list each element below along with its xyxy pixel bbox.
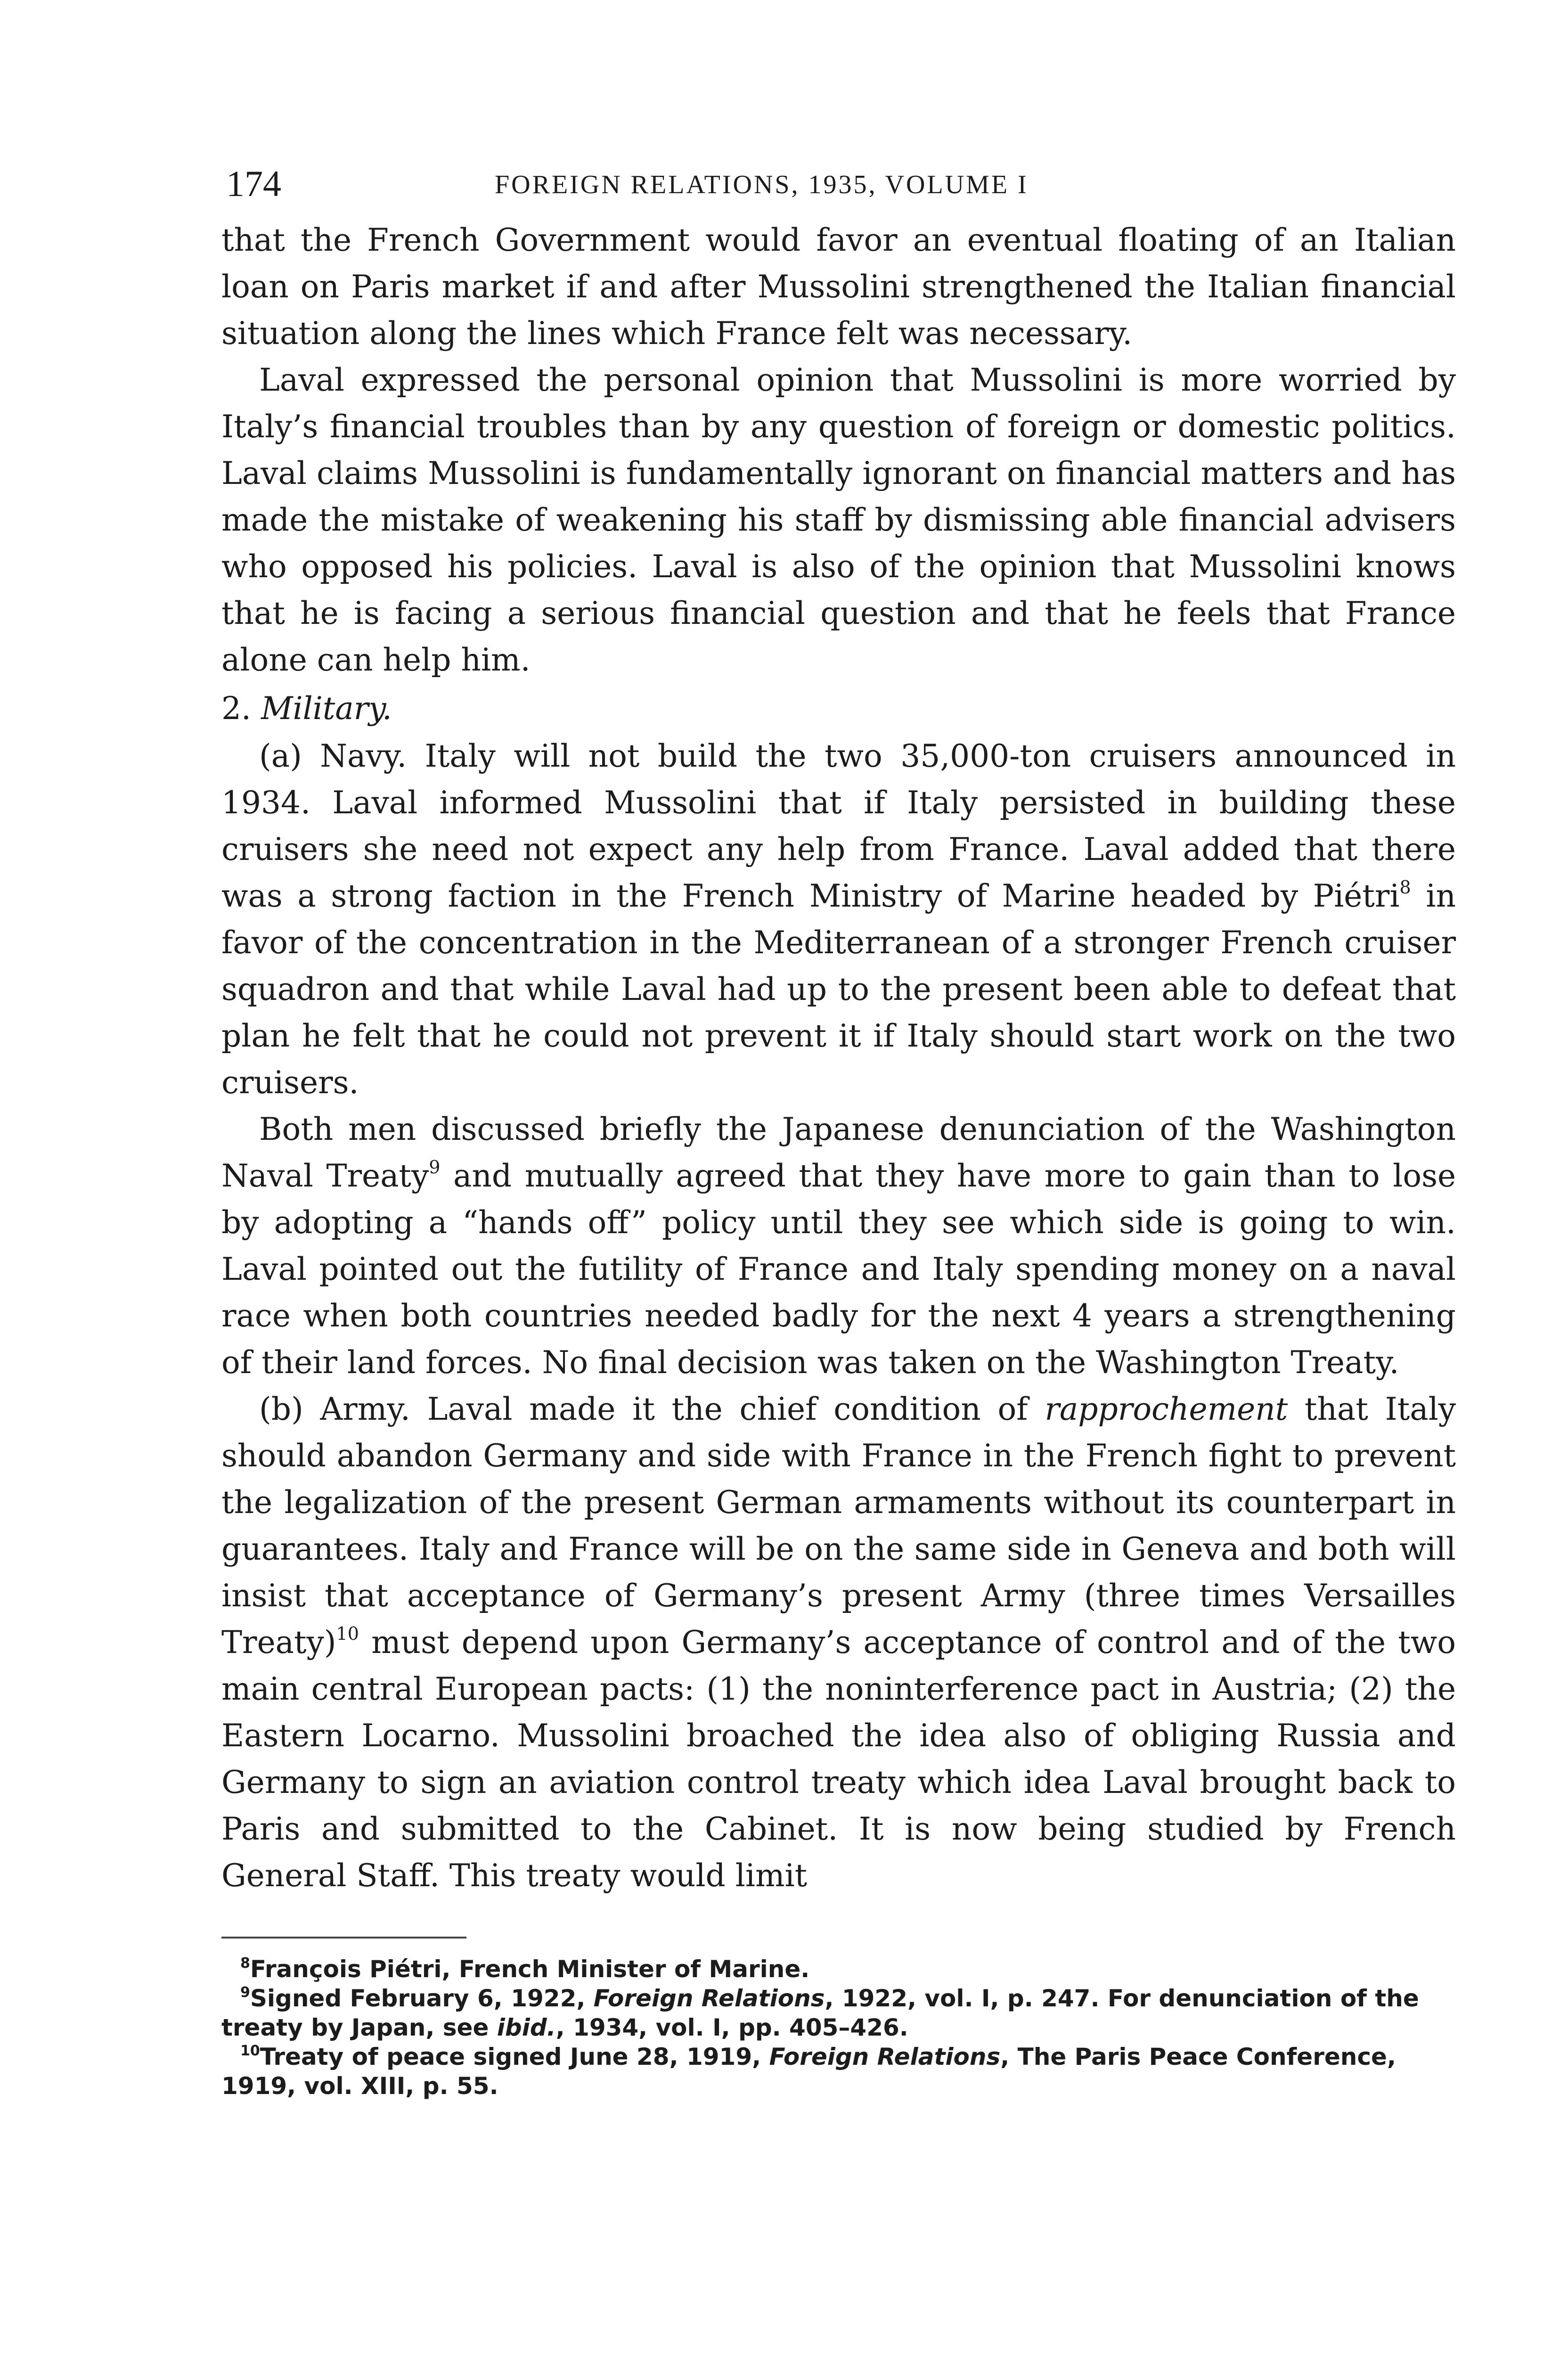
page-header <box>221 160 1456 217</box>
document-page <box>221 160 1456 2101</box>
footnote: $^{10}$Treaty of peace signed June 28, 1919, Foreign Relations, The Paris Peace Conference, 1919, vol. XIII, p. 55. <box>221 2043 1396 2100</box>
footnote-number: 8 <box>240 1955 250 1972</box>
paragraph: that the French Government would favor an eventual floating of an Italian loan on Paris market if and after Mussolini strengthened the Italian financial situation along the lines which France felt was necessary. <box>221 222 1456 352</box>
footnotes <box>221 1955 1456 2101</box>
footnote-number: 10 <box>240 2043 260 2059</box>
paragraph: (b) Army. Laval made it the chief condition of rapprochement that Italy should abandon Germany and side with France in the French fight to prevent the legalization of the present German armaments without its counterpart in guarantees. Italy and France will be on the same side in Geneva and both will insist that acceptance of Germany’s present Army (three times Versailles Treaty)$^{10}$ must depend upon Germany’s acceptance of control and of the two main central European pacts: (1) the noninterference pact in Austria; (2) the Eastern Locarno. Mussolini broached the idea also of obliging Russia and Germany to sign an aviation control treaty which idea Laval brought back to Paris and submitted to the Cabinet. It is now being studied by French General Staff. This treaty would limit <box>221 1391 1456 1894</box>
page-number: 174 <box>226 163 281 204</box>
paragraph: (a) Navy. Italy will not build the two 35,000-ton cruisers announced in 1934. Laval informed Mussolini that if Italy persisted in building these cruisers she need not expect any help from France. Laval added that there was a strong faction in the French Ministry of Marine headed by Piétri$^8$ in favor of the concentration in the Mediterranean of a stronger French cruiser squadron and that while Laval had up to the present been able to defeat that plan he felt that he could not prevent it if Italy should start work on the two cruisers. <box>221 738 1456 1101</box>
paragraph: Laval expressed the personal opinion that Mussolini is more worried by Italy’s financial troubles than by any question of foreign or domestic politics. Laval claims Mussolini is fundamentally ignorant on financial matters and has made the mistake of weakening his staff by dismissing able financial advisers who opposed his policies. Laval is also of the opinion that Mussolini knows that he is facing a serious financial question and that he feels that France alone can help him. <box>221 362 1456 678</box>
section-title: Military. <box>261 690 392 727</box>
item-label: (a) <box>259 738 302 774</box>
section-heading <box>221 685 1456 732</box>
paragraph: Both men discussed briefly the Japanese denunciation of the Washington Naval Treaty$^9$ and mutually agreed that they have more to gain than to lose by adopting a “hands off” policy until they see which side is going to win. Laval pointed out the futility of France and Italy spending money on a naval race when both countries needed badly for the next 4 years a strengthening of their land forces. No final decision was taken on the Washington Treaty. <box>221 1111 1456 1381</box>
footnote: $^9$Signed February 6, 1922, Foreign Relations, 1922, vol. I, p. 247. For denunciation of the treaty by Japan, see ibid., 1934, vol. I, pp. 405–426. <box>221 1984 1419 2041</box>
footnote: $^8$François Piétri, French Minister of Marine. <box>240 1955 810 1983</box>
section-number: 2. <box>221 690 251 727</box>
body-text <box>221 217 1456 1899</box>
running-head: FOREIGN RELATIONS, 1935, VOLUME I <box>495 170 1029 199</box>
footnote-ref[interactable]: 10 <box>336 1623 359 1644</box>
item-label: (b) <box>259 1391 303 1427</box>
footnote-divider <box>221 1937 466 1939</box>
footnote-ref[interactable]: 8 <box>1399 877 1411 898</box>
footnote-ref[interactable]: 9 <box>429 1157 441 1178</box>
footnote-number: 9 <box>240 1984 250 2001</box>
